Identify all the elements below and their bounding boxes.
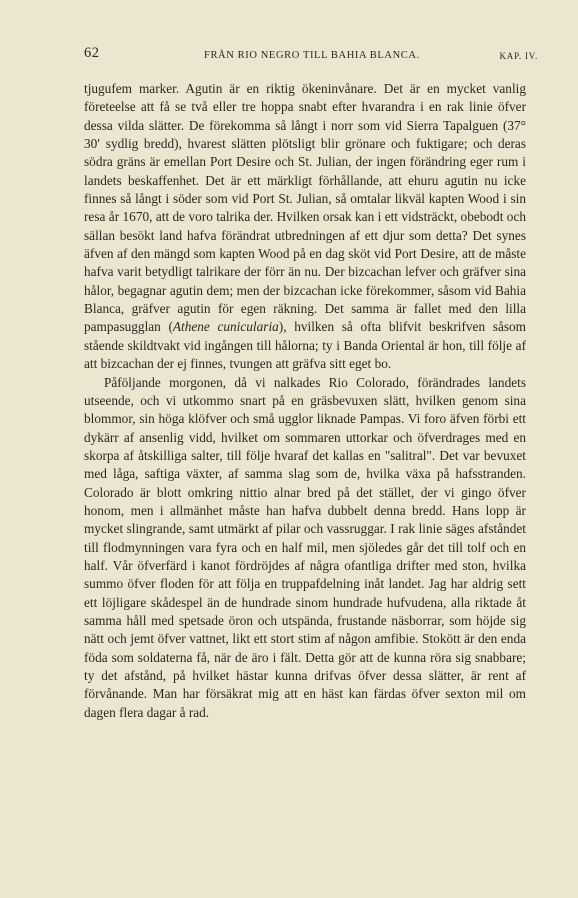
body-text [84, 80, 526, 722]
paragraph-text: tjugufem marker. Agutin är en riktig ökeninvånare. Det är en mycket vanlig företeelse att få se två eller tre hoppa snabt efter hvarandra i en rak linie öfver dessa vilda slätter. De förekomma så långt i norr som vid Sierra Tapalguen (37° 30′ sydlig bredd), hvarest slätten plötsligt blir grönare och fuktigare; och deras södra gräns är emellan Port Desire och St. Julian, der ingen förändring eger rum i landets beskaffenhet. Det är ett märkligt förhållande, att ehuru agutin nu icke finnes så långt i söder som vid Port St. Julian, så omtalar likväl kapten Wood i sin resa år 1670, att de voro talrika der. Hvilken orsak kan i ett vidsträckt, obebodt och sällan besökt land hafva förändrat utbredningen af ett djur som detta? Det synes äfven af den mängd som kapten Wood på en dag sköt vid Port Desire, att de måste hafva varit betydligt talrikare der förr än nu. Der bizcachan lefver och gräfver sina hålor, begagnar agutin dem; men der bizcachan icke förekommer, såsom vid Bahia Blanca, gräfver agutin för egen räkning. Det samma är fallet med den lilla pampasugglan ( [84, 81, 526, 335]
paragraph-text: ), hvilken så ofta blifvit beskrifven såsom stående skildtvakt vid ingången till hålorna; ty i Banda Oriental är hon, till följe af att bizcachan der ej finnes, tvungen att gräfva sitt eget bo. [84, 319, 527, 372]
running-title: FRÅN RIO NEGRO TILL BAHIA BLANCA. [204, 50, 420, 61]
paragraph: Påföljande morgonen, då vi nalkades Rio Colorado, förändrades landets utseende, och vi utkommo snart på en gräsbevuxen slätt, hvilken genom sina blommor, sin höga klöfver och små ugglor liknade Pampas. Vi foro äfven förbi ett dykärr af ansenlig vidd, hvilket om sommaren uttorkar och öfverdrages med en skorpa af åtskilliga salter, till följe hvaraf det kallas en "salitral". Det var bevuxet med låga, saftiga växter, af samma slag som de, hvilka växa på hafsstranden. Colorado är blott omkring nittio alnar bred på det stället, der vi gingo öfver honom, men i allmänhet måste han hafva dubbelt denna bredd. Hans lopp är mycket slingrande, samt utmärkt af pilar och vassruggar. I rak linie säges afståndet till flodmynningen vara fyra och en half mil, men sjöledes går det till tolf och en half. Vår öfverfärd i kanot fördröjdes af några ofantliga drifter med ston, hvilka summo öfver floden för att följa en truppafdelning inåt landet. Jag har aldrig sett ett löjligare skådespel än de hundrade sinom hundrade hufvudena, alla riktade åt samma håll med spetsade öron och utspända, frustande näsborrar, som höjde sig nätt och jemt öfver vattnet, likt ett stort stim af någon amfibie. Stokött är den enda föda som soldaterna få, när de äro i fält. Detta gör att de kunna röra sig snabbare; ty det afstånd, på hvilket hästar kunna drifvas öfver dessa slätter, är rent af förvånande. Man har försäkrat mig att en häst kan färdas öfver sexton mil om dagen flera dagar å rad. [84, 374, 526, 720]
species-name: Athene cunicularia [172, 319, 279, 335]
chapter-marker: KAP. IV. [499, 51, 538, 61]
page-number: 62 [84, 45, 100, 61]
paragraph [84, 80, 526, 374]
running-head [84, 45, 538, 70]
